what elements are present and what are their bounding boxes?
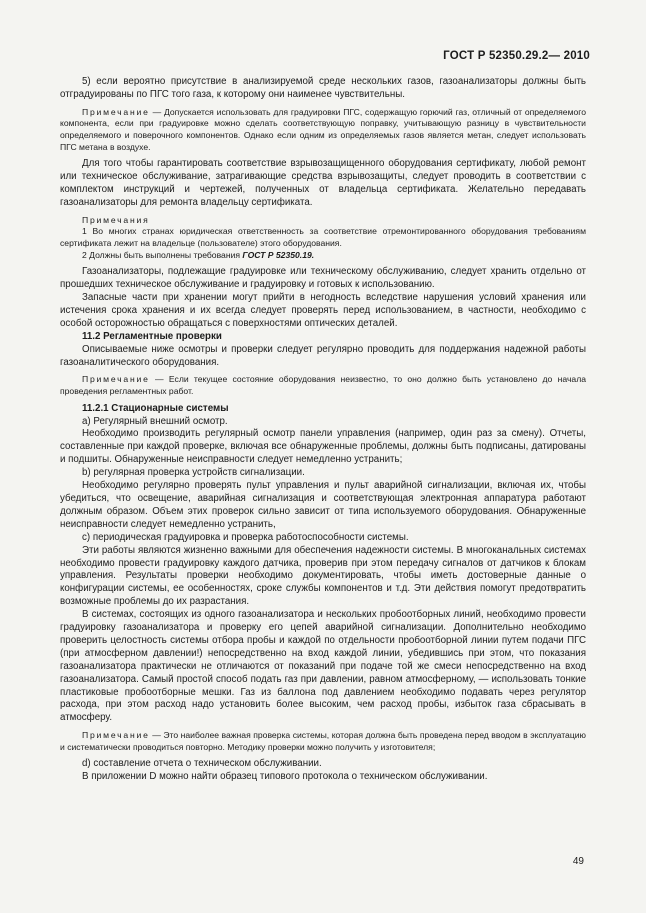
item-d: d) составление отчета о техническом обслуживании. <box>82 758 322 770</box>
paragraph-spare-parts: Запасные части при хранении могут прийти в негодность вследствие нарушения условий хранения или истечения срока хранения и их всегда следует проверять перед использованием, в частности, необходимо с особой осторожностью обращаться с поверхностями оптических деталей. <box>60 292 586 329</box>
paragraph-sampling-lines: В системах, состоящих из одного газоанализатора и нескольких пробоотборных линий, необходимо провести градуировку газоанализатора и проверку его цепей аварийной сигнализации. Дополнительно необходимо проверить целостность системы отбора пробы и каждой по отдельности пробоотборной линии путем подачи ПГС (при атмосферном давлении!) непосредственно на вход каждой линии, убедившись при этом, что показания газоанализатора практически не отличаются от показаний при подаче той же смеси непосредственно на вход газоанализатора. Самый простой способ подать газ при давлении, равном атмосферному, — использовать тонкие пластиковые пробоотборные мешки. Газ из баллона под давлением необходимо подавать через регулятор расхода, при этом расход надо установить более высоким, чем расход пробы, избыток газа сбрасывать в атмосферу. <box>60 609 586 724</box>
note-2 <box>60 250 586 262</box>
section-heading-11-2: 11.2 Регламентные проверки <box>82 330 222 342</box>
page-number: 49 <box>572 856 584 867</box>
item-c: c) периодическая градуировка и проверка работоспособности системы. <box>82 531 409 543</box>
page-body <box>60 76 586 784</box>
paragraph-inspection: Необходимо производить регулярный осмотр панели управления (например, один раз за смену). Отчеты, составленные при каждой проверке, включая все обнаруженные проблемы, должны быть подписаны, датированы и подшиты. Обнаруженные неисправности следует немедленно устранить; <box>60 428 586 466</box>
paragraph-repair: Для того чтобы гарантировать соответствие взрывозащищенного оборудования сертификату, любой ремонт или техническое обслуживание, затрагивающие средства взрывозащиты, следует проводить в соответствии с комплектом инструкций и чертежей, полученных от владельца сертификата. Желательно передавать газоанализаторы для ремонта владельцу сертификата. <box>60 158 586 208</box>
item-b: b) регулярная проверка устройств сигнализации. <box>82 467 305 479</box>
section-heading-11-2-1: 11.2.1 Стационарные системы <box>82 402 229 414</box>
paragraph-alarm-check: Необходимо регулярно проверять пульт управления и пульт аварийной сигнализации, включая их, чтобы убедиться, что освещение, аварийная сигнализация и соответствующая электронная аппаратура работают должным образом. Объем этих проверок сильно зависит от типа используемого оборудования. Обнаруженные неисправности следует немедленно устранить, <box>60 480 586 530</box>
note-1: 1 Во многих странах юридическая ответственность за соответствие отремонтированного оборудования требованиям сертификата лежит на владельце (пользователе) этого оборудования. <box>60 226 586 248</box>
paragraph-appendix-d: В приложении D можно найти образец типового протокола о техническом обслуживании. <box>82 771 488 783</box>
note-calibration <box>60 107 586 153</box>
note-unknown-state <box>60 374 586 397</box>
standard-reference: ГОСТ Р 52350.19. <box>242 249 315 260</box>
paragraph-calibration-works: Эти работы являются жизненно важными для обеспечения надежности системы. В многоканальных системах необходимо провести градуировку каждого датчика, проверив при этом передачу сигналов от датчиков к блокам управления. Результаты проверки необходимо документировать, чтобы иметь достоверные данные о конфигурации системы, ее особенностях, сроке службы компонентов и т.д. Эти действия помогут предотвратить возможные проблемы до их разрастания. <box>60 544 586 608</box>
paragraph-storage: Газоанализаторы, подлежащие градуировке или техническому обслуживанию, следует хранить отдельно от прошедших техническое обслуживание и градуировку и готовых к использованию. <box>60 266 586 291</box>
note-2-text: 2 Должны быть выполнены требования <box>82 249 243 260</box>
note-system-check <box>60 730 586 753</box>
notes-heading <box>60 215 586 227</box>
notes-label: Примечания <box>82 214 150 225</box>
item-a: a) Регулярный внешний осмотр. <box>82 415 228 427</box>
note-text: — Допускается использовать для градуировки ПГС, содержащую горючий газ, отличный от определяемого компонента, если при градуировке можно сделать соответствующую поправку, учитывающую разницу в чувствительности определяемого и поверочного компонентов. Однако если одним из определяемых газов является метан, следует использовать ПГС метана в воздухе. <box>60 106 586 152</box>
note-label: Примечание <box>82 730 150 741</box>
note-text: — Если текущее состояние оборудования неизвестно, то оно должно быть установлено до начала проведения регламентных работ. <box>60 374 586 397</box>
paragraph-routine-checks: Описываемые ниже осмотры и проверки следует регулярно проводить для поддержания надежной работы газоаналитического оборудования. <box>60 343 586 368</box>
note-label: Примечание <box>82 106 150 117</box>
note-text: — Это наиболее важная проверка системы, которая должна быть проведена перед вводом в эксплуатацию и систематически проводиться повторно. Методику проверки можно получить у изготовителя; <box>60 730 586 752</box>
note-label: Примечание <box>82 374 150 385</box>
document-code: ГОСТ Р 52350.29.2— 2010 <box>443 50 590 62</box>
paragraph-5: 5) если вероятно присутствие в анализируемой среде нескольких газов, газоанализаторы должны быть отградуированы по ПГС того газа, к которому они наименее чувствительны. <box>60 76 586 100</box>
